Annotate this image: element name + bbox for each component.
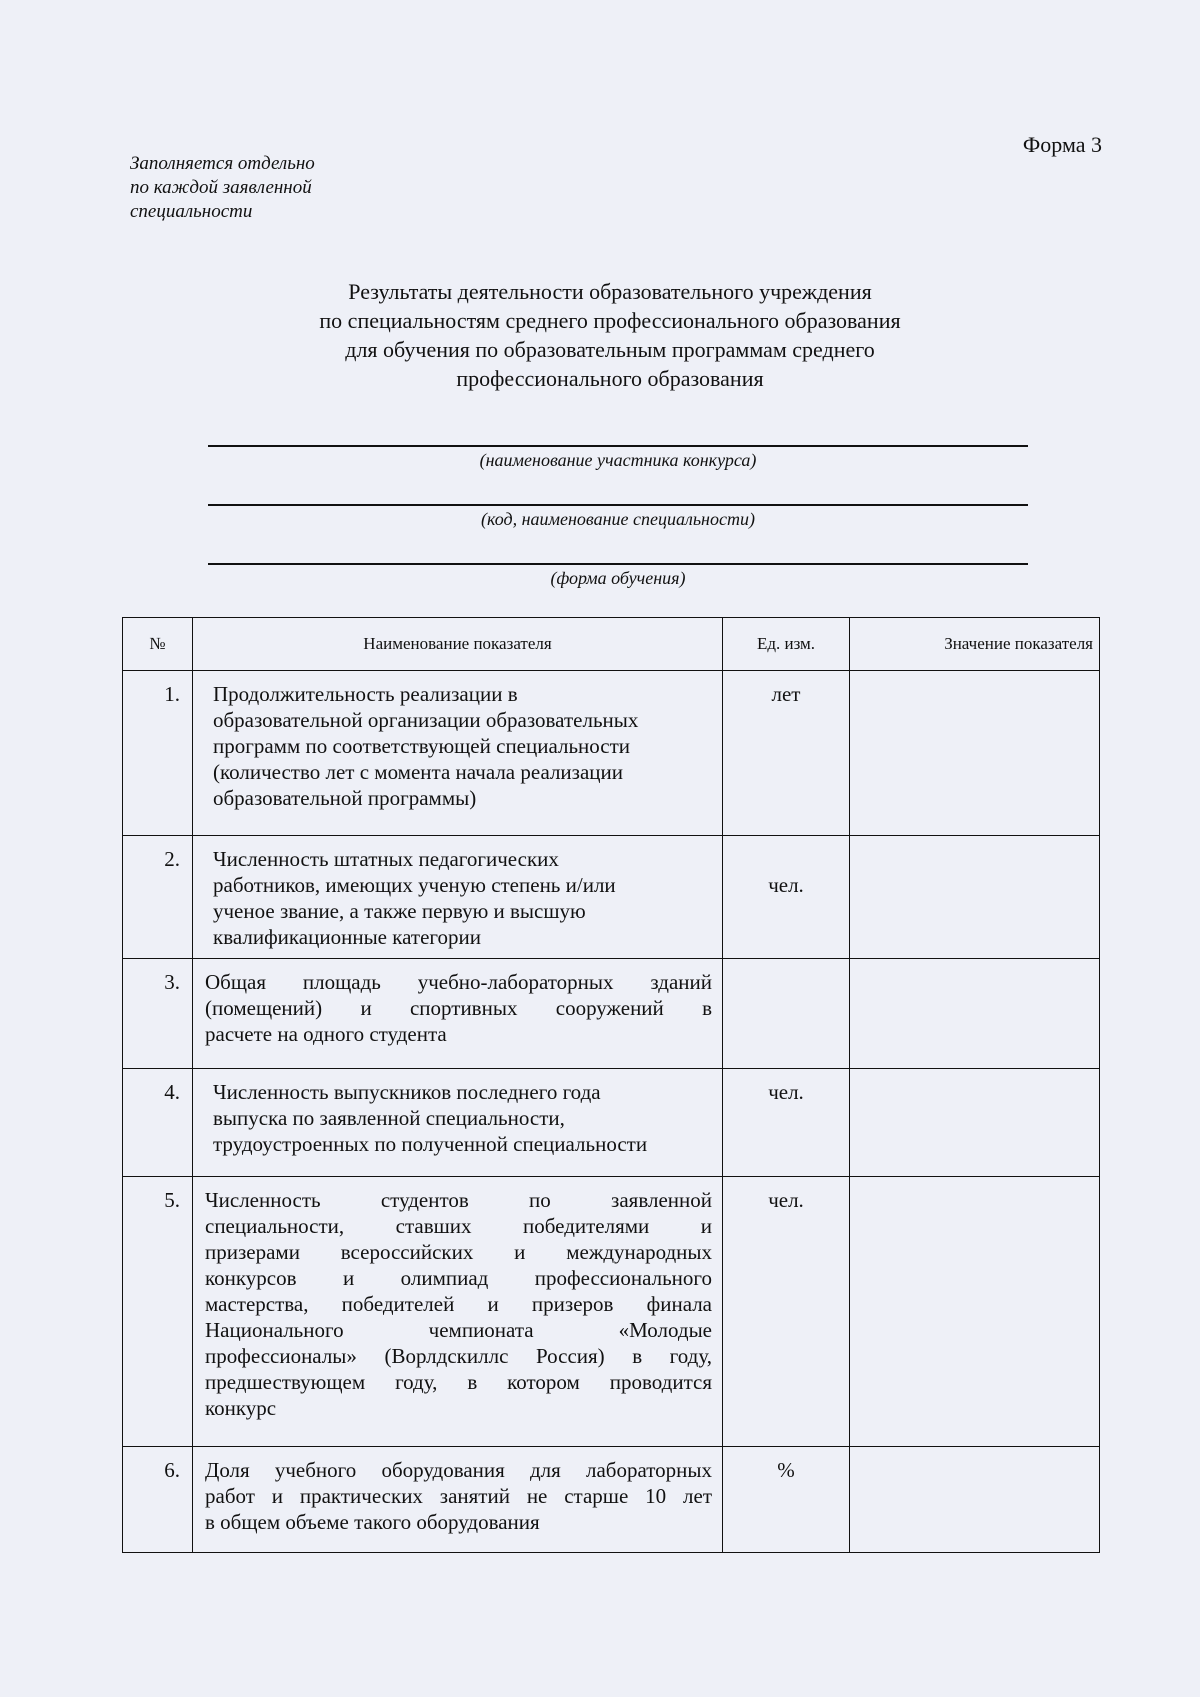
- row-value-cell[interactable]: [850, 959, 1100, 1069]
- participant-name-line[interactable]: [208, 445, 1028, 447]
- row-name-line: конкурс: [205, 1396, 277, 1420]
- title-line: по специальностям среднего профессионального образования: [319, 308, 901, 333]
- row-name: [193, 1069, 723, 1177]
- row-num: 6.: [123, 1447, 193, 1553]
- row-name-line: Численность выпускников последнего года: [213, 1080, 601, 1104]
- table-row: [123, 959, 1100, 1069]
- study-form-line[interactable]: [208, 563, 1028, 565]
- row-name-line: конкурсов и олимпиад профессионального: [205, 1266, 712, 1290]
- row-name-line: (помещений) и спортивных сооружений в: [205, 996, 712, 1020]
- row-unit: чел.: [723, 1177, 850, 1447]
- fill-instruction-note: [130, 152, 315, 224]
- title-line: Результаты деятельности образовательного учреждения: [348, 279, 872, 304]
- title-line: профессионального образования: [456, 366, 764, 391]
- row-value-cell[interactable]: [850, 1069, 1100, 1177]
- row-unit: чел.: [723, 836, 850, 959]
- table-row: [123, 1069, 1100, 1177]
- row-name-line: образовательной организации образовательных: [213, 708, 639, 732]
- row-name-line: Национального чемпионата «Молодые: [205, 1318, 712, 1342]
- row-name-line: Численность штатных педагогических: [213, 847, 559, 871]
- row-num: 4.: [123, 1069, 193, 1177]
- header-num: №: [123, 618, 193, 671]
- row-unit: чел.: [723, 1069, 850, 1177]
- note-line: Заполняется отдельно: [130, 153, 315, 174]
- specialty-caption: (код, наименование специальности): [481, 509, 755, 529]
- row-name-line: квалификационные категории: [213, 925, 481, 949]
- table-row: [123, 836, 1100, 959]
- header-value: Значение показателя: [850, 618, 1100, 671]
- header-name: Наименование показателя: [193, 618, 723, 671]
- row-name: [193, 1447, 723, 1553]
- row-name-line: выпуска по заявленной специальности,: [213, 1106, 565, 1130]
- note-line: по каждой заявленной: [130, 177, 312, 198]
- row-num: 2.: [123, 836, 193, 959]
- row-name: [193, 1177, 723, 1447]
- table-row: [123, 1447, 1100, 1553]
- document-title: [200, 277, 1020, 393]
- row-name-line: Численность студентов по заявленной: [205, 1188, 712, 1212]
- row-num: 5.: [123, 1177, 193, 1447]
- note-line: специальности: [130, 201, 253, 222]
- participant-name-caption: (наименование участника конкурса): [479, 450, 757, 470]
- title-line: для обучения по образовательным программам среднего: [345, 337, 875, 362]
- row-name-line: программ по соответствующей специальности: [213, 734, 631, 758]
- row-unit: [723, 959, 850, 1069]
- row-unit: лет: [723, 671, 850, 836]
- specialty-line[interactable]: [208, 504, 1028, 506]
- row-name-line: профессионалы» (Ворлдскиллс Россия) в году,: [205, 1344, 712, 1368]
- form-number-label: Форма 3: [1022, 132, 1102, 157]
- indicators-table: [122, 617, 1100, 1553]
- table-header-row: [123, 618, 1100, 671]
- row-name-line: работников, имеющих ученую степень и/или: [213, 873, 616, 897]
- study-form-caption: (форма обучения): [550, 568, 686, 588]
- row-name-line: в общем объеме такого оборудования: [205, 1510, 540, 1534]
- row-name-line: работ и практических занятий не старше 10 лет: [205, 1484, 712, 1508]
- table-row: [123, 671, 1100, 836]
- table-row: [123, 1177, 1100, 1447]
- row-name-line: предшествующем году, в котором проводится: [205, 1370, 712, 1394]
- row-name-line: Общая площадь учебно-лабораторных зданий: [205, 970, 712, 994]
- row-name-line: специальности, ставших победителями и: [205, 1214, 712, 1238]
- row-num: 3.: [123, 959, 193, 1069]
- header-unit: Ед. изм.: [723, 618, 850, 671]
- row-name: [193, 671, 723, 836]
- row-unit: %: [723, 1447, 850, 1553]
- row-value-cell[interactable]: [850, 1447, 1100, 1553]
- row-value-cell[interactable]: [850, 836, 1100, 959]
- row-name-line: призерами всероссийских и международных: [205, 1240, 712, 1264]
- row-name-line: Продолжительность реализации в: [213, 682, 518, 706]
- row-name: [193, 959, 723, 1069]
- row-name-line: (количество лет с момента начала реализации: [213, 760, 624, 784]
- row-name-line: расчете на одного студента: [205, 1022, 447, 1046]
- row-name-line: ученое звание, а также первую и высшую: [213, 899, 586, 923]
- row-value-cell[interactable]: [850, 1177, 1100, 1447]
- row-name: [193, 836, 723, 959]
- row-num: 1.: [123, 671, 193, 836]
- row-name-line: образовательной программы): [213, 786, 477, 810]
- row-value-cell[interactable]: [850, 671, 1100, 836]
- row-name-line: мастерства, победителей и призеров финала: [205, 1292, 712, 1316]
- row-name-line: Доля учебного оборудования для лабораторных: [205, 1458, 712, 1482]
- row-name-line: трудоустроенных по полученной специальности: [213, 1132, 648, 1156]
